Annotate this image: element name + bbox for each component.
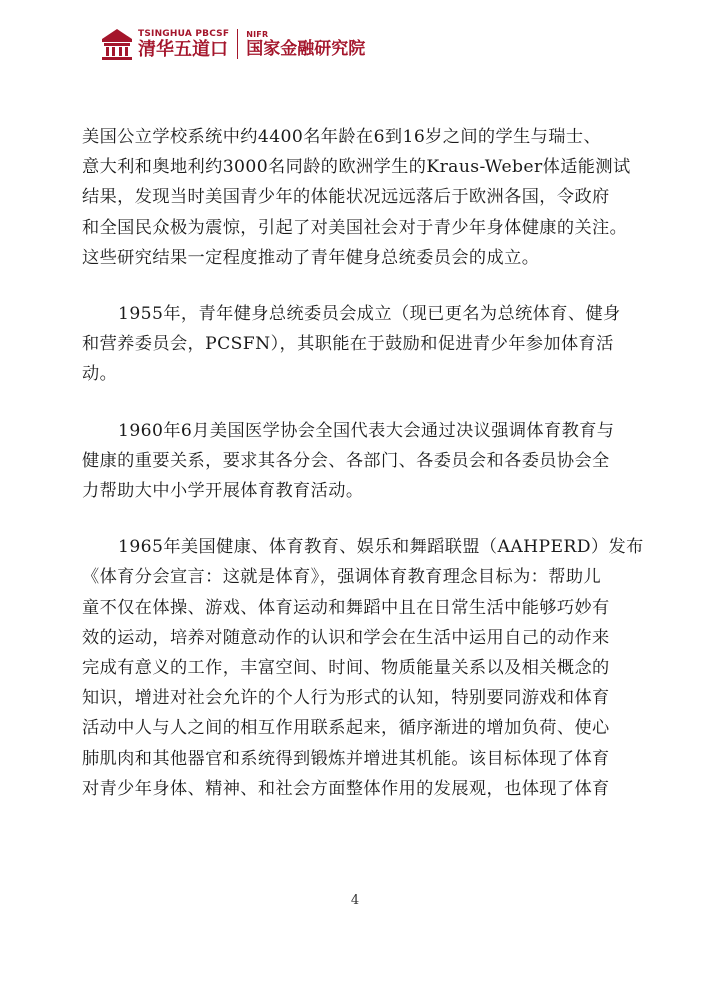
text-line: 和全国民众极为震惊，引起了对美国社会对于青少年身体健康的关注。 — [82, 217, 628, 238]
text-line: 力帮助大中小学开展体育教育活动。 — [82, 481, 364, 502]
page-number: 4 — [350, 893, 360, 908]
logo-english: TSINGHUA PBCSF — [138, 28, 230, 39]
text-line: 知识，增进对社会允许的个人行为形式的认知，特别要同游戏和体育 — [82, 688, 610, 709]
text-line: 对青少年身体、精神、和社会方面整体作用的发展观，也体现了体育 — [82, 778, 610, 799]
text-line: 美国公立学校系统中约4400名年龄在6到16岁之间的学生与瑞士、 — [82, 127, 602, 147]
nifr-english: NIFR — [246, 29, 269, 39]
text-line: 动。 — [82, 364, 118, 385]
document-body — [82, 122, 644, 830]
paragraph — [82, 122, 634, 273]
text-line: 童不仅在体操、游戏、体育运动和舞蹈中且在日常生活中能够巧妙有 — [82, 597, 610, 618]
page-header — [100, 26, 365, 62]
text-line: 肺肌肉和其他器官和系统得到锻炼并增进其机能。该目标体现了体育 — [82, 748, 610, 769]
text-line: 健康的重要关系，要求其各分会、各部门、各委员会和各委员协会全 — [82, 450, 610, 471]
paragraph — [82, 299, 634, 390]
text-line: 1960年6月美国医学协会全国代表大会通过决议强调体育教育与 — [118, 420, 615, 441]
nifr-logo-text — [246, 31, 365, 58]
paragraph — [82, 416, 634, 507]
text-line: 意大利和奥地利约3000名同龄的欧洲学生的Kraus-Weber体适能测试 — [82, 157, 631, 178]
text-line: 《体育分会宣言：这就是体育》，强调体育教育理念目标为：帮助儿 — [82, 567, 602, 588]
paragraph — [82, 532, 644, 804]
nifr-chinese: 国家金融研究院 — [246, 38, 366, 59]
text-line: 活动中人与人之间的相互作用联系起来，循序渐进的增加负荷、使心 — [82, 718, 610, 739]
text-line: 和营养委员会，PCSFN），其职能在于鼓励和促进青少年参加体育活 — [82, 334, 614, 355]
text-line: 这些研究结果一定程度推动了青年健身总统委员会的成立。 — [82, 247, 540, 268]
pbcsf-logo-text — [138, 30, 229, 59]
text-line: 1955年，青年健身总统委员会成立（现已更名为总统体育、健身 — [118, 304, 621, 325]
text-line: 1965年美国健康、体育教育、娱乐和舞蹈联盟（AAHPERD）发布 — [118, 537, 644, 558]
logo-chinese: 清华五道口 — [138, 38, 228, 60]
text-line: 完成有意义的工作，丰富空间、时间、物质能量关系以及相关概念的 — [82, 658, 610, 679]
tsinghua-building-logo-icon — [100, 27, 134, 61]
text-line: 结果，发现当时美国青少年的体能状况远远落后于欧洲各国，令政府 — [82, 187, 610, 208]
logo-divider — [237, 29, 238, 59]
text-line: 效的运动，培养对随意动作的认识和学会在生活中运用自己的动作来 — [82, 627, 610, 648]
